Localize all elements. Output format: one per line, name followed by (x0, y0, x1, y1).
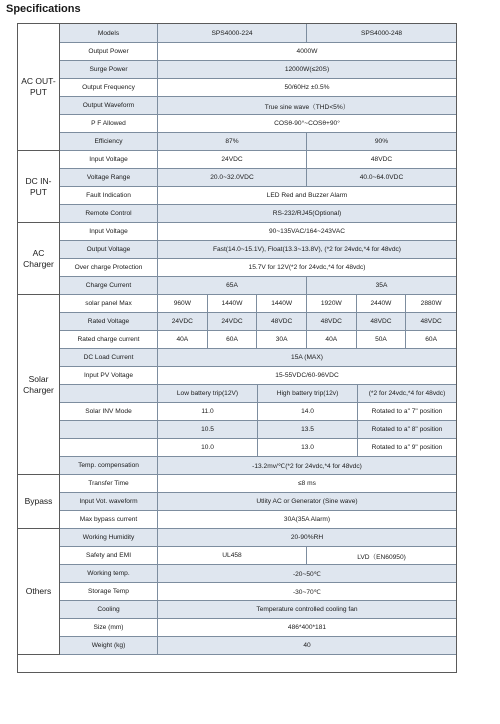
table-cell: UL458 (158, 547, 307, 565)
table-cell: 2880W (406, 295, 456, 313)
table-cell: -13.2mv/℃(*2 for 24vdc,*4 for 48vdc) (158, 457, 456, 475)
table-cell: 48VDC (307, 313, 357, 331)
table-row (60, 403, 456, 421)
table-cell: Rotated to a" 7" position (358, 403, 456, 421)
table-cell: Low battery trip(12V) (158, 385, 258, 403)
table-cell: 13.0 (258, 439, 358, 457)
table-row (60, 439, 456, 457)
table-row (60, 277, 456, 295)
table-cell: 60A (208, 331, 258, 349)
table-cell: 10.0 (158, 439, 258, 457)
table-row (60, 79, 456, 97)
row-label (60, 385, 158, 403)
row-label: Size (mm) (60, 619, 158, 637)
table-cell: 24VDC (158, 151, 307, 169)
table-cell: 48VDC (406, 313, 456, 331)
table-cell: Temperature controlled cooling fan (158, 601, 456, 619)
row-label: Rated Voltage (60, 313, 158, 331)
section-label: AC Charger (18, 223, 60, 295)
table-cell: 30A(35A Alarm) (158, 511, 456, 529)
specifications-table (17, 23, 457, 673)
table-row (60, 187, 456, 205)
row-label: Output Voltage (60, 241, 158, 259)
table-cell: 48VDC (357, 313, 407, 331)
table-cell: True sine wave（THD<5%） (158, 97, 456, 115)
table-cell: Fast(14.0~15.1V), Float(13.3~13.8V), (*2 for 24vdc,*4 for 48vdc) (158, 241, 456, 259)
row-label: Input Vot. waveform (60, 493, 158, 511)
table-row (60, 24, 456, 43)
row-label: Transfer Time (60, 475, 158, 493)
table-row (60, 205, 456, 223)
table-row (60, 421, 456, 439)
table-cell: 48VDC (307, 151, 456, 169)
table-cell: 40.0~64.0VDC (307, 169, 456, 187)
row-label: Rated charge current (60, 331, 158, 349)
table-cell: 30A (257, 331, 307, 349)
table-row (60, 511, 456, 529)
table-row (60, 295, 456, 313)
table-row (60, 619, 456, 637)
table-cell: 2440W (357, 295, 407, 313)
table-row (60, 133, 456, 151)
row-label: Working temp. (60, 565, 158, 583)
table-cell: 90~135VAC/164~243VAC (158, 223, 456, 241)
table-cell: 40A (307, 331, 357, 349)
table-cell: RS-232/RJ45(Optional) (158, 205, 456, 223)
row-label: Output Waveform (60, 97, 158, 115)
table-cell: -20~50℃ (158, 565, 456, 583)
row-label: Storage Temp (60, 583, 158, 601)
table-cell: 60A (406, 331, 456, 349)
table-row (60, 601, 456, 619)
table-cell: Rotated to a" 8" position (358, 421, 456, 439)
table-cell: ≤8 ms (158, 475, 456, 493)
row-label: Output Power (60, 43, 158, 61)
section-label: Solar Charger (18, 295, 60, 475)
table-row (60, 529, 456, 547)
table-cell: LVD（EN60950) (307, 547, 456, 565)
table-cell: 486*400*181 (158, 619, 456, 637)
table-cell: 50A (357, 331, 407, 349)
row-label (60, 421, 158, 439)
table-row (60, 115, 456, 133)
table-row (60, 583, 456, 601)
table-row (60, 259, 456, 277)
table-cell: Utlity AC or Generator (Sine wave) (158, 493, 456, 511)
table-row (60, 151, 456, 169)
table-cell: 1440W (257, 295, 307, 313)
table-cell: 13.5 (258, 421, 358, 439)
table-cell: 40 (158, 637, 456, 655)
table-row (60, 97, 456, 115)
table-row (60, 385, 456, 403)
table-cell: Rotated to a" 9" position (358, 439, 456, 457)
table-row (60, 367, 456, 385)
row-label: Input PV Voltage (60, 367, 158, 385)
row-label: Voltage Range (60, 169, 158, 187)
table-cell: SPS4000-224 (158, 24, 307, 43)
row-label: Temp. compensation (60, 457, 158, 475)
table-cell: 48VDC (257, 313, 307, 331)
section-label: DC IN- PUT (18, 151, 60, 223)
row-label: Efficiency (60, 133, 158, 151)
table-row (60, 349, 456, 367)
table-row (60, 493, 456, 511)
row-label: P F Allowed (60, 115, 158, 133)
table-cell: COSθ-90°~COSθ+90° (158, 115, 456, 133)
table-row (60, 313, 456, 331)
row-label: Cooling (60, 601, 158, 619)
row-label: Remote Control (60, 205, 158, 223)
table-cell: 15.7V for 12V(*2 for 24vdc,*4 for 48vdc) (158, 259, 456, 277)
row-label: Over charge Protection (60, 259, 158, 277)
table-row (60, 241, 456, 259)
table-cell: 1440W (208, 295, 258, 313)
page-title: Specifications (6, 3, 81, 15)
table-cell: 24VDC (208, 313, 258, 331)
row-label: Working Humidity (60, 529, 158, 547)
table-cell: 50/60Hz ±0.5% (158, 79, 456, 97)
table-cell: 960W (158, 295, 208, 313)
row-label: Input Voltage (60, 223, 158, 241)
table-row (60, 331, 456, 349)
row-label: DC Load Current (60, 349, 158, 367)
table-cell: 4000W (158, 43, 456, 61)
row-label: solar panel Max (60, 295, 158, 313)
table-cell: 20-90%RH (158, 529, 456, 547)
row-label: Surge Power (60, 61, 158, 79)
table-row (60, 547, 456, 565)
section-label: AC OUT- PUT (18, 24, 60, 151)
table-cell: 87% (158, 133, 307, 151)
table-row (60, 61, 456, 79)
row-label (60, 439, 158, 457)
table-cell: (*2 for 24vdc,*4 for 48vdc) (358, 385, 456, 403)
table-row (60, 637, 456, 655)
row-label: Input Voltage (60, 151, 158, 169)
table-cell: High battery trip(12v) (258, 385, 358, 403)
table-cell: 35A (307, 277, 456, 295)
section-label: Bypass (18, 475, 60, 529)
table-cell: 10.5 (158, 421, 258, 439)
table-cell: 40A (158, 331, 208, 349)
row-label: Safety and EMI (60, 547, 158, 565)
table-cell: 15-55VDC/60-96VDC (158, 367, 456, 385)
section-label: Others (18, 529, 60, 655)
row-label: Solar INV Mode (60, 403, 158, 421)
table-row (60, 169, 456, 187)
table-cell: 15A (MAX) (158, 349, 456, 367)
row-label: Models (60, 24, 158, 43)
table-cell: 12000W(≤20S) (158, 61, 456, 79)
row-label: Weight (kg) (60, 637, 158, 655)
table-cell: 90% (307, 133, 456, 151)
table-row (60, 475, 456, 493)
table-cell: -30~70℃ (158, 583, 456, 601)
row-label: Max bypass current (60, 511, 158, 529)
table-row (60, 565, 456, 583)
row-label: Charge Current (60, 277, 158, 295)
table-cell: LED Red and Buzzer Alarm (158, 187, 456, 205)
row-label: Output Frequency (60, 79, 158, 97)
table-row (60, 457, 456, 475)
table-cell: 20.0~32.0VDC (158, 169, 307, 187)
table-cell: 1920W (307, 295, 357, 313)
table-row (60, 223, 456, 241)
row-label: Fault Indication (60, 187, 158, 205)
table-cell: 65A (158, 277, 307, 295)
table-cell: SPS4000-248 (307, 24, 456, 43)
table-cell: 24VDC (158, 313, 208, 331)
table-cell: 11.0 (158, 403, 258, 421)
table-row (60, 43, 456, 61)
table-cell: 14.0 (258, 403, 358, 421)
